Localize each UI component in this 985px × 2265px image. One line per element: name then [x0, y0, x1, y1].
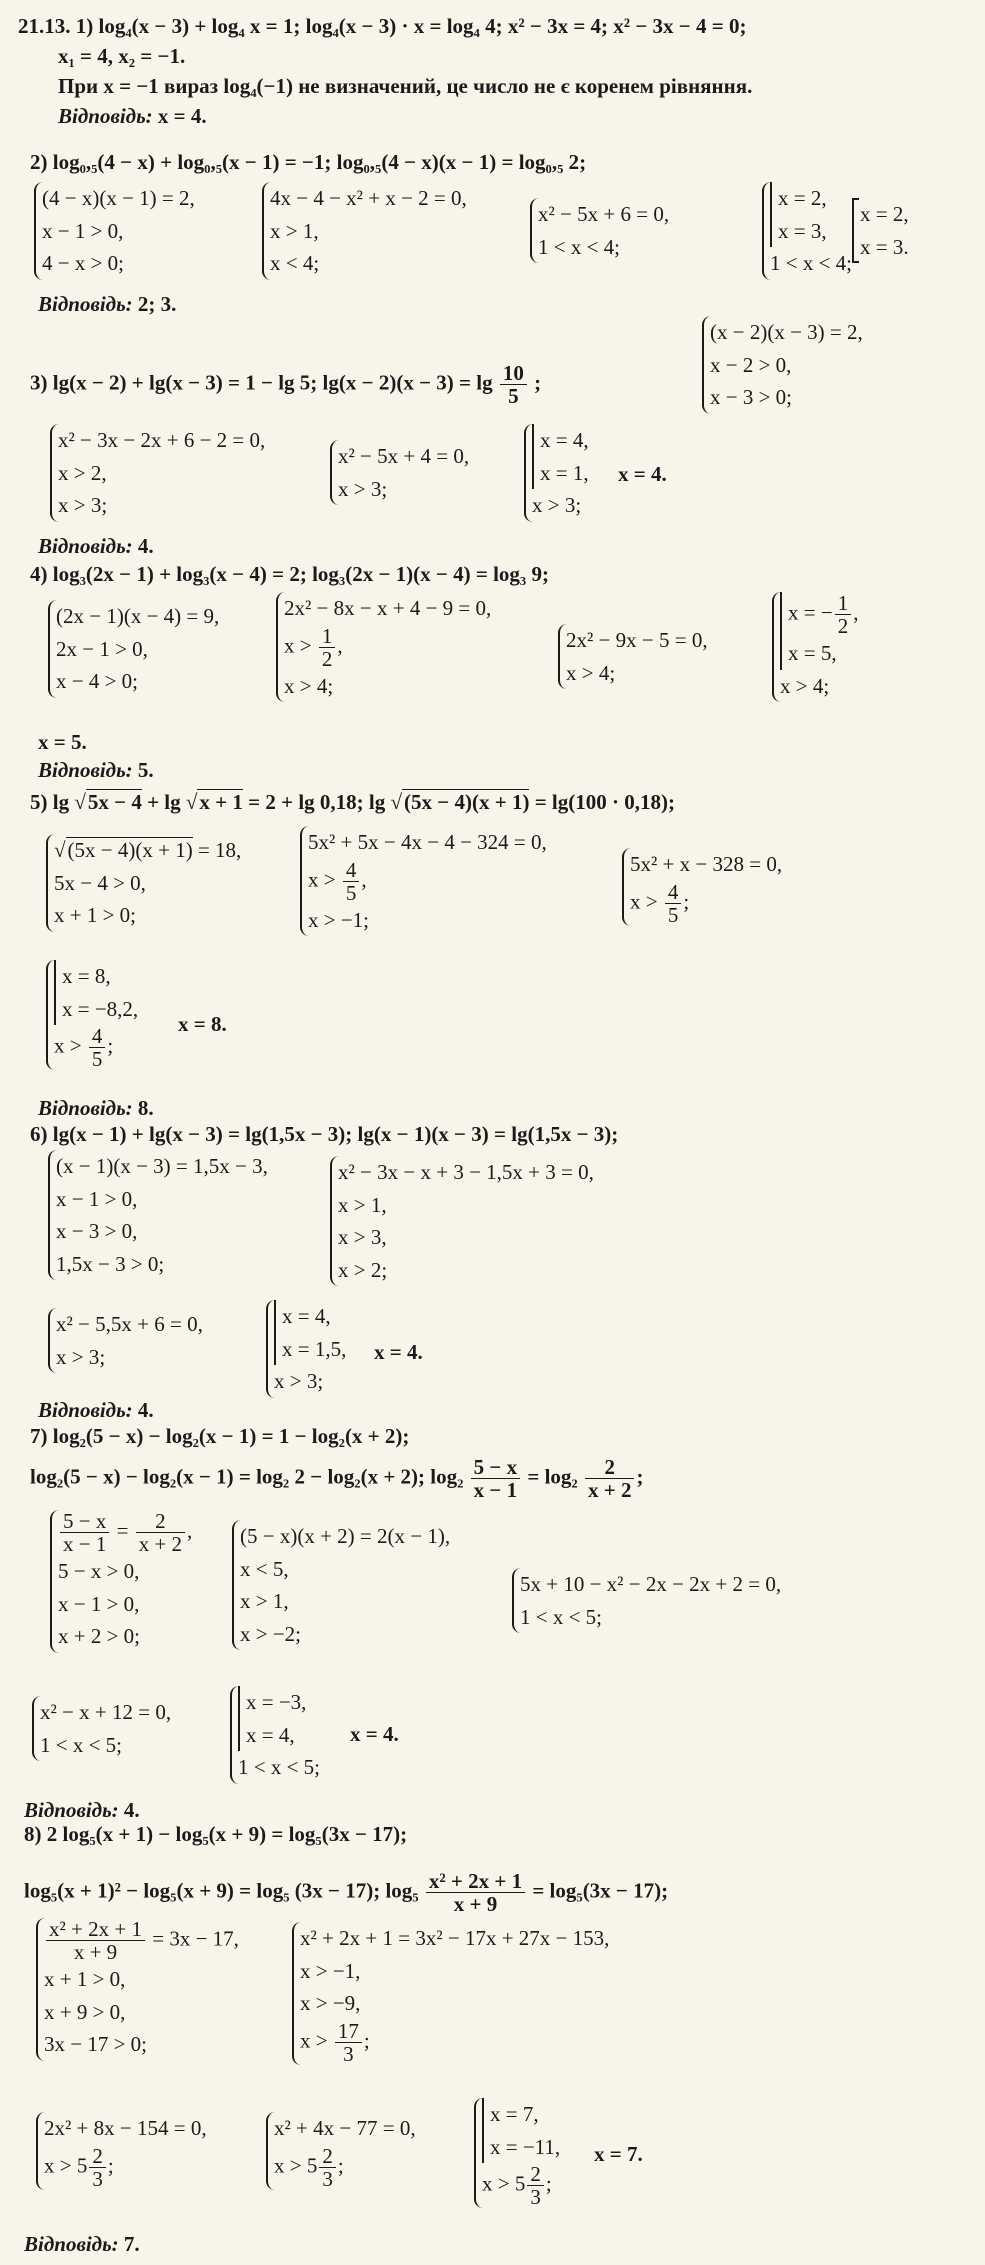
equals: = [116, 1518, 129, 1543]
p8-system-2 [292, 1922, 609, 2065]
system-line: x > 4; [566, 660, 616, 685]
p3-result: x = 4. [618, 462, 667, 486]
system-line [284, 625, 491, 670]
p8-answer [24, 2232, 140, 2256]
p7-answer [24, 1798, 140, 1822]
p4-equation: 4) log₃(2x − 1) + log₃(x − 4) = 2; log₃(2x − 1)(x − 4) = log₃ 9; [30, 562, 549, 586]
numerator: 1 [835, 592, 852, 615]
p3-system-2 [50, 424, 265, 522]
p4-system-1 [48, 600, 219, 698]
system-line: x = 4, [282, 1304, 331, 1328]
system-line: x = 3, [778, 218, 827, 243]
p6-result: x = 4. [374, 1340, 423, 1364]
p7-system-2 [232, 1520, 450, 1650]
system-line [300, 2020, 609, 2065]
p2-system-4 [762, 182, 852, 280]
p5-answer [38, 1096, 154, 1120]
p2-system-3 [530, 198, 669, 263]
p5-system-3 [622, 848, 782, 926]
punct: ; [107, 1033, 114, 1058]
denominator: 5 [345, 880, 357, 905]
punct: ; [337, 2152, 344, 2177]
numerator: 2 [89, 2145, 106, 2168]
denominator: 3 [92, 2166, 103, 2191]
punct: , [853, 600, 859, 625]
system-line: x > 3; [274, 1369, 324, 1394]
system-line: x = 2, [778, 186, 827, 210]
fraction [335, 2020, 362, 2065]
answer-value: 4. [137, 1398, 154, 1422]
system-line: x = 1, [540, 460, 589, 485]
text: = 18, [192, 838, 242, 862]
system-line: 2x² + 8x − 154 = 0, [44, 2116, 207, 2140]
system-line: x = 4, [540, 428, 589, 452]
system-line: x > −9, [300, 1991, 361, 2016]
fraction [343, 859, 360, 904]
p7-system-3 [512, 1568, 781, 1633]
system-line: x > 2; [338, 1257, 388, 1282]
denominator: x + 2 [138, 1532, 183, 1557]
system-line: x = 3. [860, 234, 909, 259]
system-line: x = 2, [860, 202, 909, 226]
system-line: 1 < x < 5; [238, 1755, 321, 1780]
system-line: x + 9 > 0, [44, 1999, 126, 2024]
punct: ; [683, 888, 690, 913]
text: + lg [141, 790, 181, 814]
denominator: 5 [667, 902, 679, 927]
system-line: x − 1 > 0, [56, 1186, 138, 1211]
system-line: √(5x − 4)(x + 1) = 18, [54, 838, 242, 862]
p6-system-1 [48, 1150, 268, 1280]
fraction [319, 2145, 336, 2190]
inequality: x > [630, 888, 658, 913]
system-line: 1 < x < 5; [40, 1732, 123, 1757]
numerator: 1 [319, 625, 336, 648]
system-line: (x − 1)(x − 3) = 1,5x − 3, [56, 1154, 268, 1178]
p3-equation [30, 362, 541, 407]
system-line: x > −1; [308, 907, 370, 932]
system-line: x = 5, [788, 641, 837, 666]
inequality: x > [308, 866, 336, 891]
fraction [89, 2145, 106, 2190]
system-line: x > 1, [270, 218, 319, 243]
answer-label: Відповідь: [38, 534, 133, 558]
p6-answer [38, 1398, 154, 1422]
system-line: x − 2 > 0, [710, 352, 792, 377]
system-line: x > 4; [780, 673, 830, 698]
system-line: x = −11, [490, 2134, 561, 2159]
numerator: 4 [89, 1025, 106, 1048]
system-line: x = −8,2, [62, 996, 139, 1021]
system-line [44, 2145, 207, 2190]
system-line: 4 − x > 0; [42, 251, 125, 276]
p2-system-2 [262, 182, 467, 280]
denominator: 5 [508, 384, 519, 409]
inequality: x > [54, 1033, 82, 1058]
system-line: x + 1 > 0, [44, 1967, 126, 1992]
p4-system-4 [772, 592, 858, 702]
system-line: 5 − x > 0, [58, 1559, 140, 1584]
inequality: x > 5 [274, 2152, 318, 2177]
p7-system-5 [230, 1686, 320, 1784]
p6-system-2 [330, 1156, 594, 1286]
p8-system-3 [36, 2112, 207, 2190]
sqrt: x + 1 [199, 790, 243, 814]
p1-label: 1) [75, 14, 94, 38]
denominator: 5 [91, 1047, 103, 1072]
system-line: x² − 5,5x + 6 = 0, [56, 1312, 203, 1336]
system-line: x < 4; [270, 251, 320, 276]
p4-system-2 [276, 592, 491, 702]
system-line: x > 2, [58, 460, 107, 485]
answer-value: 4. [137, 534, 154, 558]
fraction [46, 1918, 145, 1963]
fraction [89, 1025, 106, 1070]
system-line: 5x² + x − 328 = 0, [630, 852, 783, 876]
system-line: x − 3 > 0; [710, 385, 793, 410]
system-line: x = 1,5, [282, 1336, 347, 1361]
system-line [482, 2163, 560, 2208]
system-line: 1 < x < 5; [520, 1604, 603, 1629]
roots-bracket [532, 424, 589, 489]
system-line: 4x − 4 − x² + x − 2 = 0, [270, 186, 467, 210]
system-line: 3x − 17 > 0; [44, 2032, 148, 2057]
numerator: 2 [585, 1456, 634, 1479]
denominator: x − 1 [63, 1532, 107, 1557]
p6-equation: 6) lg(x − 1) + lg(x − 3) = lg(1,5x − 3); lg(x − 1)(x − 3) = lg(1,5x − 3); [30, 1122, 619, 1146]
system-line: x − 3 > 0, [56, 1219, 138, 1244]
system-line: x > 4; [284, 673, 334, 698]
denominator: x + 2 [587, 1478, 632, 1503]
system-line: x > −2; [240, 1621, 302, 1646]
roots-bracket [770, 182, 827, 247]
p1-roots: x₁ = 4, x₂ = −1. [58, 44, 186, 68]
denominator: x − 1 [473, 1478, 518, 1503]
system-line: 5x² + 5x − 4x − 4 − 324 = 0, [308, 830, 547, 854]
system-line: x − 1 > 0, [58, 1591, 140, 1616]
numerator: 4 [343, 859, 360, 882]
denominator: 3 [343, 2041, 354, 2066]
numerator: 2 [527, 2163, 544, 2186]
system-line: (4 − x)(x − 1) = 2, [42, 186, 195, 210]
system-line: x − 4 > 0; [56, 669, 139, 694]
numerator: 2 [136, 1510, 185, 1533]
answer-value: 7. [123, 2232, 140, 2256]
system-line: x = 7, [490, 2102, 539, 2126]
text: 5) lg [30, 790, 70, 814]
inequality: x > [284, 632, 312, 657]
punct: ; [636, 1464, 644, 1489]
roots-bracket [482, 2098, 560, 2163]
fraction [60, 1510, 109, 1555]
system-line: 1 < x < 4; [770, 251, 853, 276]
p2-equation: 2) log₀,₅(4 − x) + log₀,₅(x − 1) = −1; log₀,₅(4 − x)(x − 1) = log₀,₅ 2; [30, 150, 587, 174]
numerator: 17 [335, 2020, 362, 2043]
p5-system-2 [300, 826, 547, 936]
system-line: x² − 5x + 6 = 0, [538, 202, 670, 226]
answer-label: Відповідь: [24, 1798, 119, 1822]
system-line: x > 3; [532, 493, 582, 518]
p8-equation-1: 8) 2 log₅(x + 1) − log₅(x + 9) = log₅(3x − 17); [24, 1822, 408, 1846]
system-line: (x − 2)(x − 3) = 2, [710, 320, 863, 344]
system-line: x > 1, [240, 1589, 289, 1614]
system-line: 1,5x − 3 > 0; [56, 1251, 165, 1276]
punct: , [337, 632, 343, 657]
fraction [319, 625, 336, 670]
system-line [54, 1025, 138, 1070]
punct: ; [363, 2028, 370, 2052]
fraction [585, 1456, 634, 1501]
numerator: x² + 2x + 1 [426, 1870, 525, 1893]
sqrt: 5x − 4 [87, 790, 142, 814]
inequality: x > [300, 2028, 328, 2052]
system-line: 2x² − 8x − x + 4 − 9 = 0, [284, 596, 492, 620]
p1-answer [58, 104, 207, 128]
fraction [835, 592, 852, 637]
text: = 2 + lg 0,18; lg [242, 790, 386, 814]
p2-answer [38, 292, 176, 316]
system-line: x² − 5x + 4 = 0, [338, 444, 470, 468]
answer-label: Відповідь: [24, 2232, 119, 2256]
answer-label: Відповідь: [38, 758, 133, 782]
numerator: 5 − x [60, 1510, 109, 1533]
punct: , [187, 1518, 193, 1543]
fraction [500, 362, 527, 407]
system-line: x > 1, [338, 1192, 387, 1217]
text: = lg(100 · 0,18); [529, 790, 675, 814]
p7-result: x = 4. [350, 1722, 399, 1746]
text: log₂(5 − x) − log₂(x − 1) = log₂ 2 − log₂(x + 2); log₂ [30, 1464, 464, 1489]
system-line: x − 1 > 0, [42, 218, 124, 243]
system-line: x² + 4x − 77 = 0, [274, 2116, 416, 2140]
answer-value: 5. [137, 758, 154, 782]
punct: ; [107, 2152, 114, 2177]
system-line: 1 < x < 4; [538, 234, 621, 259]
p3-system-4 [524, 424, 589, 522]
p8-equation-2 [24, 1870, 668, 1915]
p1-note: При x = −1 вираз log₄(−1) не визначений, це число не є коренем рівняння. [58, 74, 753, 98]
system-line: x + 2 > 0; [58, 1624, 141, 1649]
answer-label: Відповідь: [38, 1096, 133, 1120]
numerator: 4 [665, 881, 682, 904]
system-line: x > 3; [338, 476, 388, 501]
system-line: 5x + 10 − x² − 2x − 2x + 2 = 0, [520, 1572, 782, 1596]
roots-bracket [54, 960, 138, 1025]
problem-number: 21.13. [18, 14, 71, 38]
system-line [58, 1510, 192, 1555]
fraction [665, 881, 682, 926]
p8-result: x = 7. [594, 2142, 643, 2166]
roots-bracket [780, 592, 858, 670]
p5-system-4 [46, 960, 138, 1070]
numerator: x² + 2x + 1 [46, 1918, 145, 1941]
system-line [274, 2145, 416, 2190]
answer-label: Відповідь: [38, 1398, 133, 1422]
denominator: 3 [322, 2166, 333, 2191]
system-line: x² − x + 12 = 0, [40, 1700, 172, 1724]
sqrt: (5x − 4)(x + 1) [404, 790, 530, 814]
p7-system-1 [50, 1510, 192, 1653]
text: log₅(x + 1)² − log₅(x + 9) = log₅ (3x − 17); log₅ [24, 1878, 419, 1903]
system-line: 5x − 4 > 0, [54, 870, 146, 895]
p6-system-3 [48, 1308, 203, 1373]
system-line: 2x − 1 > 0, [56, 636, 148, 661]
text: = log₂ [527, 1464, 578, 1489]
p4-result: x = 5. [38, 730, 87, 754]
fraction [471, 1456, 520, 1501]
p3-answer [38, 534, 154, 558]
p4-answer [38, 758, 154, 782]
text: = 3x − 17, [152, 1926, 239, 1951]
p1-equation-line [18, 14, 746, 38]
p8-system-5 [474, 2098, 560, 2208]
system-line: x² + 2x + 1 = 3x² − 17x + 27x − 153, [300, 1926, 610, 1950]
denominator: x + 9 [73, 1940, 118, 1965]
p4-system-3 [558, 624, 708, 689]
p5-equation: 5) lg √5x − 4 + lg √x + 1 = 2 + lg 0,18; lg √(5x − 4)(x + 1) = lg(100 · 0,18); [30, 790, 675, 814]
punct: ; [545, 2171, 552, 2196]
answer-value: 4. [123, 1798, 140, 1822]
p3-equation-tail: ; [534, 370, 542, 395]
system-line: x > 3; [58, 493, 108, 518]
p8-system-1 [36, 1918, 239, 2061]
fraction [527, 2163, 544, 2208]
answer-value: 8. [137, 1096, 154, 1120]
text: = log₅(3x − 17); [532, 1878, 669, 1903]
system-line: x = 4, [246, 1722, 295, 1747]
denominator: 2 [837, 614, 849, 639]
denominator: 3 [530, 2185, 541, 2210]
answer-label: Відповідь: [58, 104, 153, 128]
numerator: 2 [319, 2145, 336, 2168]
p3-system-1 [702, 316, 863, 414]
p5-system-1 [46, 834, 241, 932]
p8-system-4 [266, 2112, 416, 2190]
system-line: x² − 3x − x + 3 − 1,5x + 3 = 0, [338, 1160, 594, 1184]
p6-system-4 [266, 1300, 346, 1398]
system-line: x = −3, [246, 1690, 307, 1714]
system-line: (2x − 1)(x − 4) = 9, [56, 604, 220, 628]
numerator: 10 [500, 362, 527, 385]
system-line: x + 1 > 0; [54, 903, 137, 928]
answer-label: Відповідь: [38, 292, 133, 316]
p2-system-1 [34, 182, 195, 280]
inequality: x > 5 [482, 2171, 526, 2196]
denominator: 2 [321, 646, 333, 671]
p2-solution-set [852, 198, 909, 263]
answer-value: 2; 3. [137, 292, 177, 316]
p5-result: x = 8. [178, 1012, 227, 1036]
fraction [136, 1510, 185, 1555]
inequality: x > 5 [44, 2152, 88, 2177]
p7-system-4 [32, 1696, 171, 1761]
p3-system-3 [330, 440, 469, 505]
p3-equation-text: 3) lg(x − 2) + lg(x − 3) = 1 − lg 5; lg(x − 2)(x − 3) = lg [30, 370, 493, 395]
system-line: x < 5, [240, 1556, 289, 1581]
p1-equation: log₄(x − 3) + log₄ x = 1; log₄(x − 3) · x = log₄ 4; x² − 3x = 4; x² − 3x − 4 = 0; [98, 14, 747, 38]
roots-bracket [238, 1686, 306, 1751]
root: x = − [788, 600, 833, 625]
system-line: 2x² − 9x − 5 = 0, [566, 628, 708, 652]
punct: , [361, 866, 367, 891]
system-line: x² − 3x − 2x + 6 − 2 = 0, [58, 428, 266, 452]
numerator: 5 − x [471, 1456, 520, 1479]
system-line: x > 3, [338, 1225, 387, 1250]
system-line [44, 1918, 239, 1963]
system-line: x > 3; [56, 1344, 106, 1369]
system-line: x = 8, [62, 964, 111, 988]
p7-equation-1: 7) log₂(5 − x) − log₂(x − 1) = 1 − log₂(x + 2); [30, 1424, 410, 1448]
system-line [630, 881, 782, 926]
roots-bracket [274, 1300, 346, 1365]
answer-value: x = 4. [157, 104, 207, 128]
denominator: x + 9 [453, 1892, 498, 1917]
fraction [426, 1870, 525, 1915]
system-line [308, 859, 547, 904]
system-line: x > −1, [300, 1958, 361, 1983]
system-line: (5 − x)(x + 2) = 2(x − 1), [240, 1524, 451, 1548]
sqrt: (5x − 4)(x + 1) [67, 838, 193, 862]
system-line [788, 592, 858, 637]
p7-equation-2 [30, 1456, 643, 1501]
